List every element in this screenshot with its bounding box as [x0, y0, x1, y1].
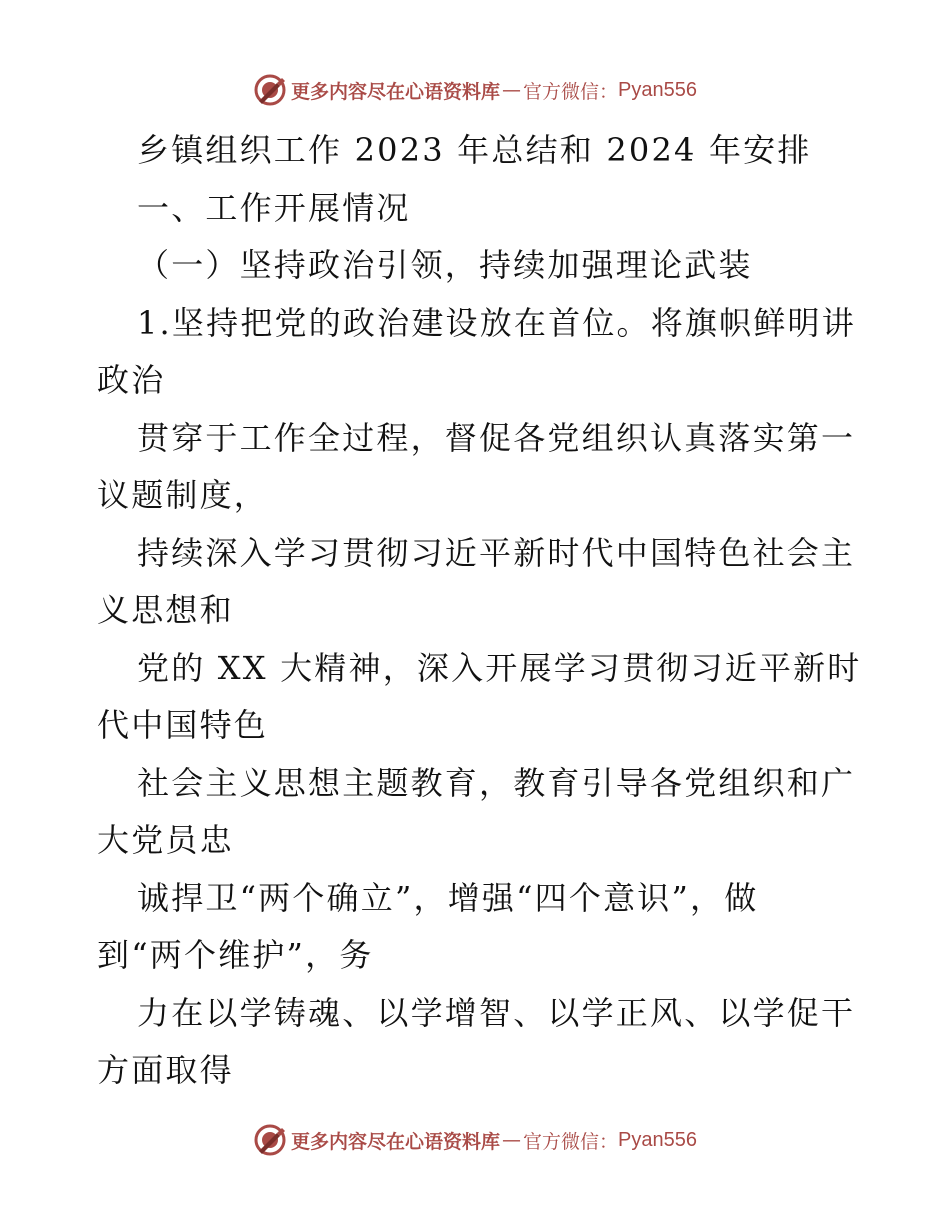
paragraph-line: 党的 XX 大精神，深入开展学习贯彻习近平新时 [137, 648, 862, 687]
paragraph-line: 到“两个维护”，务 [97, 936, 374, 974]
watermark-wechat-id: Pyan556 [618, 78, 697, 101]
paragraph-line: 社会主义思想主题教育，教育引导各党组织和广 [137, 763, 856, 802]
paragraph-line: 1.坚持把党的政治建设放在首位。将旗帜鲜明讲 [137, 303, 856, 342]
watermark-wechat-label: 官方微信： [523, 1130, 619, 1153]
watermark-dash: — [502, 1129, 522, 1151]
header-watermark [0, 70, 950, 110]
paragraph-line: 诚捍卫“两个确立”，增强“四个意识”，做 [137, 878, 759, 917]
paragraph-line: 方面取得 [97, 1051, 234, 1089]
pen-logo-icon [253, 1123, 287, 1157]
watermark-dash: — [502, 79, 522, 101]
paragraph-line: 政治 [97, 361, 166, 399]
subsection-heading: （一）坚持政治引领，持续加强理论武装 [137, 246, 753, 284]
watermark-brand: 更多内容尽在心语资料库 [291, 80, 501, 103]
watermark-brand: 更多内容尽在心语资料库 [291, 1130, 501, 1153]
paragraph-line: 贯穿于工作全过程，督促各党组织认真落实第一 [137, 418, 856, 457]
paragraph-line: 持续深入学习贯彻习近平新时代中国特色社会主 [137, 533, 856, 572]
document-body [97, 122, 862, 1100]
paragraph-line: 代中国特色 [97, 706, 269, 744]
watermark-wechat-id: Pyan556 [618, 1128, 697, 1151]
section-heading: 一、工作开展情况 [137, 188, 411, 227]
footer-watermark [0, 1120, 950, 1160]
watermark-wechat-label: 官方微信： [523, 80, 619, 103]
paragraph-line: 力在以学铸魂、以学增智、以学正风、以学促干 [137, 993, 856, 1032]
paragraph-line: 义思想和 [97, 591, 234, 629]
document-title: 乡镇组织工作 2023 年总结和 2024 年安排 [137, 131, 812, 169]
pen-logo-icon [253, 73, 287, 107]
paragraph-line: 议题制度， [97, 476, 269, 514]
paragraph-line: 大党员忠 [97, 821, 234, 859]
